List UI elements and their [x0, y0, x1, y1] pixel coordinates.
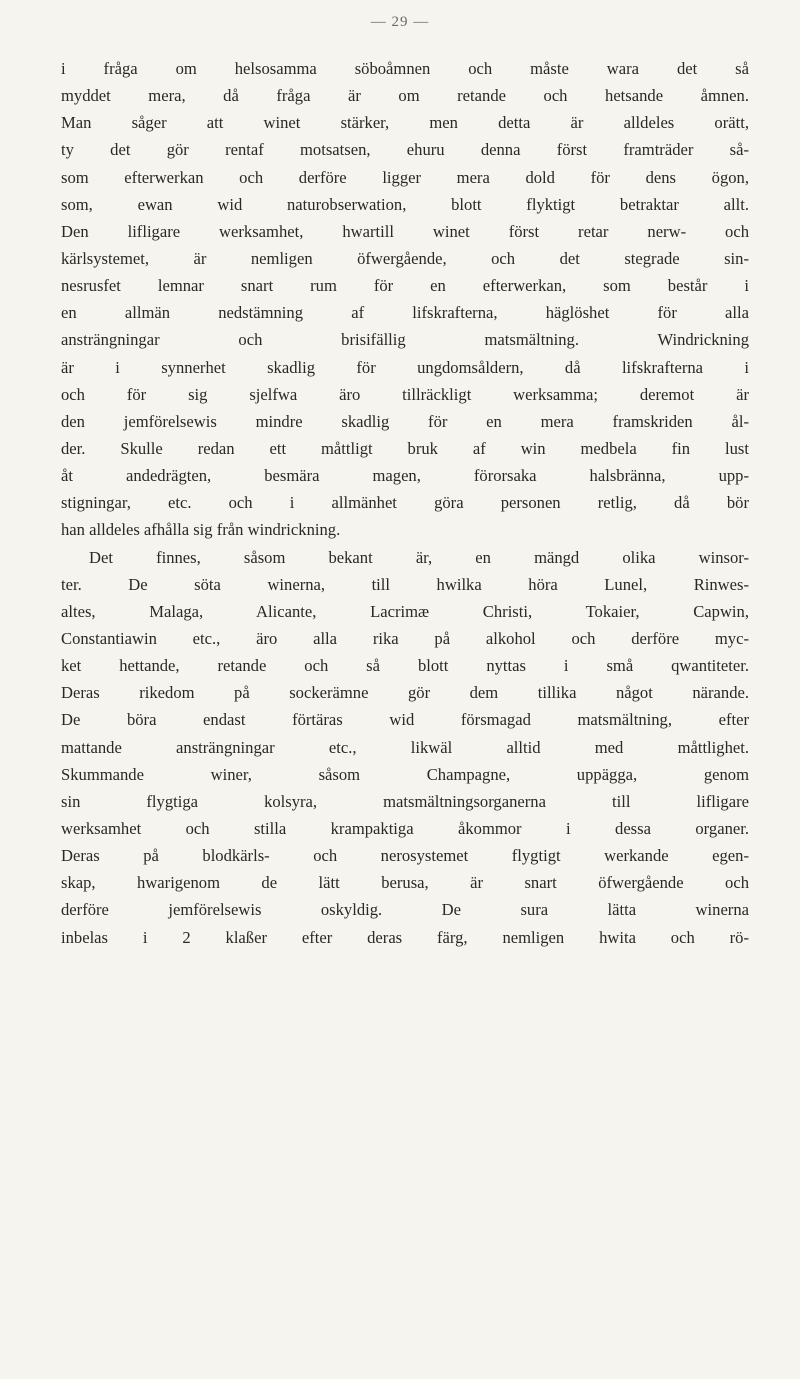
body-text	[61, 55, 749, 951]
text-line: den jemförelsewis mindre skadlig för en mera framskriden ål-	[61, 411, 749, 431]
text-line: åt andedrägten, besmära magen, förorsaka halsbränna, upp-	[61, 466, 749, 486]
text-line: Deras på blodkärls- och nerosystemet flygtigt werkande egen-	[61, 846, 749, 866]
text-line: som, ewan wid naturobserwation, blott flyktigt betraktar allt.	[61, 194, 749, 214]
text-line: som efterwerkan och derföre ligger mera dold för dens ögon,	[61, 167, 749, 187]
text-line: är i synnerhet skadlig för ungdomsåldern, då lifskrafterna i	[61, 357, 749, 377]
text-line: skap, hwarigenom de lätt berusa, är snart öfwergående och	[61, 873, 749, 893]
text-line: ket hettande, retande och så blott nyttas i små qwantiteter.	[61, 656, 749, 676]
text-line: Den lifligare werksamhet, hwartill winet först retar nerw- och	[61, 221, 749, 241]
text-line: en allmän nedstämning af lifskrafterna, häglöshet för alla	[61, 303, 749, 323]
text-line: De böra endast förtäras wid försmagad matsmältning, efter	[61, 710, 749, 730]
text-line: Det finnes, såsom bekant är, en mängd olika winsor-	[89, 547, 749, 567]
text-line: stigningar, etc. och i allmänhet göra personen retlig, då bör	[61, 493, 749, 513]
text-line: ansträngningar och brisifällig matsmältning. Windrickning	[61, 330, 749, 350]
text-line: inbelas i 2 klaßer efter deras färg, nemligen hwita och rö-	[61, 927, 749, 947]
text-line: Deras rikedom på sockerämne gör dem tillika något närande.	[61, 683, 749, 703]
page-number-header: — 29 —	[370, 14, 430, 30]
text-line: ty det gör rentaf motsatsen, ehuru denna först framträder så-	[61, 140, 749, 160]
text-line: Man såger att winet stärker, men detta är alldeles orätt,	[61, 113, 749, 133]
text-line: ter. De söta winerna, till hwilka höra Lunel, Rinwes-	[61, 574, 749, 594]
text-line: werksamhet och stilla krampaktiga åkommor i dessa organer.	[61, 818, 749, 838]
text-line: kärlsystemet, är nemligen öfwergående, och det stegrade sin-	[61, 248, 749, 268]
text-line: mattande ansträngningar etc., likwäl alltid med måttlighet.	[61, 737, 749, 757]
text-line: sin flygtiga kolsyra, matsmältningsorganerna till lifligare	[61, 791, 749, 811]
text-line: der. Skulle redan ett måttligt bruk af win medbela fin lust	[61, 438, 749, 458]
text-line: Skummande winer, såsom Champagne, uppägga, genom	[61, 764, 749, 784]
text-line: nesrusfet lemnar snart rum för en efterwerkan, som består i	[61, 276, 749, 296]
text-line: derföre jemförelsewis oskyldig. De sura lätta winerna	[61, 900, 749, 920]
text-line: myddet mera, då fråga är om retande och hetsande åmnen.	[61, 86, 749, 106]
text-line: altes, Malaga, Alicante, Lacrimæ Christi, Tokaier, Capwin,	[61, 601, 749, 621]
text-line: i fråga om helsosamma söboåmnen och måste wara det så	[61, 59, 749, 78]
text-line: Constantiawin etc., äro alla rika på alkohol och derföre myc-	[61, 628, 749, 648]
text-line: han alldeles afhålla sig från windrickning.	[61, 520, 341, 540]
text-line: och för sig sjelfwa äro tillräckligt werksamma; deremot är	[61, 384, 749, 404]
